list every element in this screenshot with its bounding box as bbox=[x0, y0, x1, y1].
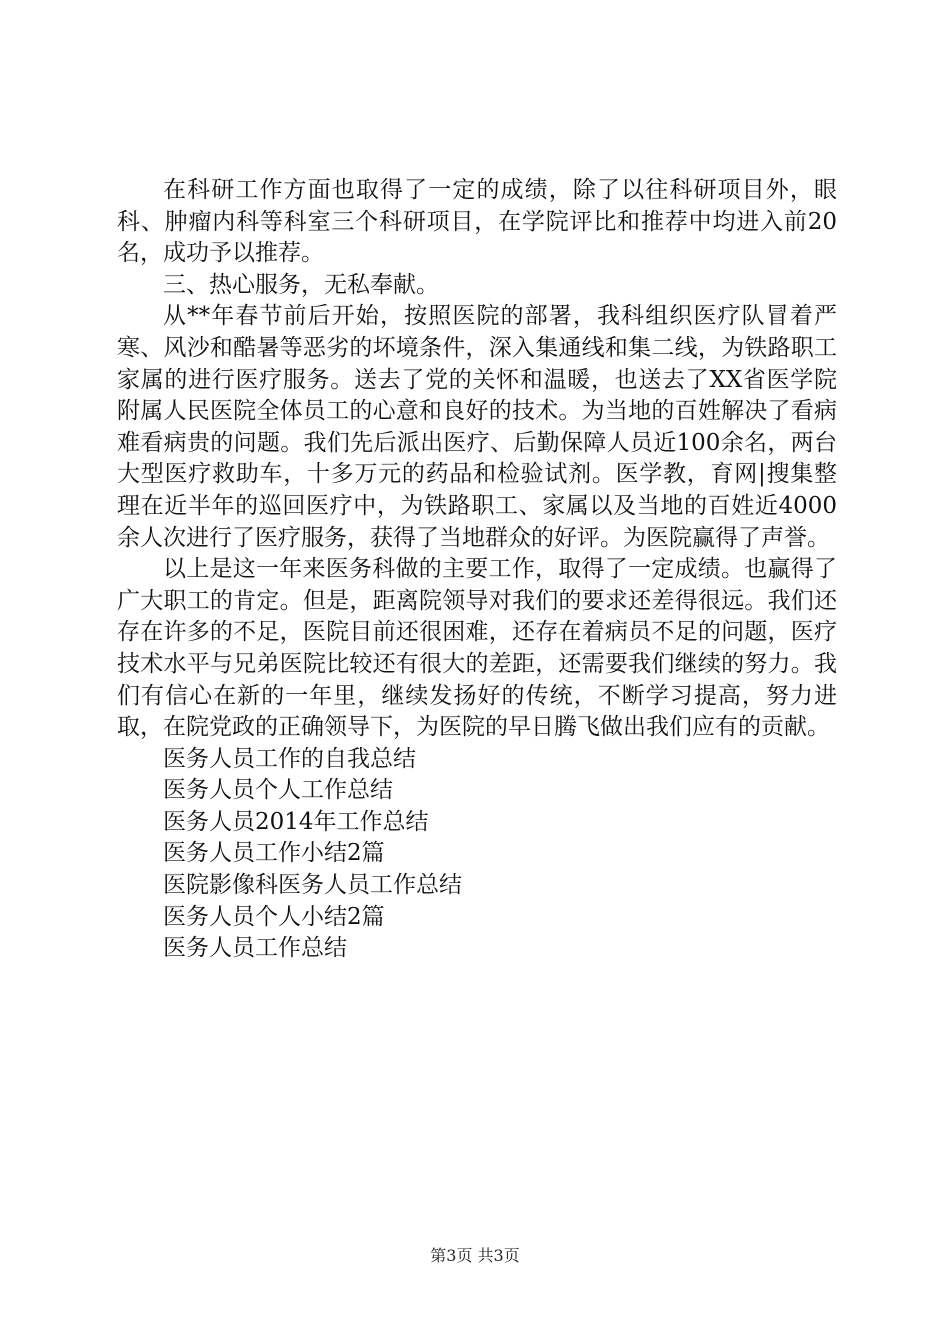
paragraph-medical-team: 从**年春节前后开始，按照医院的部署，我科组织医疗队冒着严寒、风沙和酷暑等恶劣的坏境条件，深入集通线和集二线，为铁路职工家属的进行医疗服务。送去了党的关怀和温暖，也送去了XX省医学院附属人民医院全体员工的心意和良好的技术。为当地的百姓解决了看病难看病贵的问题。我们先后派出医疗、后勤保障人员近100余名，两台大型医疗救助车，十多万元的药品和检验试剂。医学教，育网|搜集整理在近半年的巡回医疗中，为铁路职工、家属以及当地的百姓近4000余人次进行了医疗服务，获得了当地群众的好评。为医院赢得了声誉。 bbox=[117, 303, 837, 551]
related-title-item[interactable]: 医务人员工作总结 bbox=[163, 935, 347, 962]
related-titles-list bbox=[117, 744, 837, 965]
document-body bbox=[117, 175, 837, 965]
related-title-item[interactable]: 医务人员工作小结2篇 bbox=[163, 840, 385, 867]
related-title-item[interactable]: 医务人员个人工作总结 bbox=[163, 777, 393, 804]
related-title-item[interactable]: 医务人员2014年工作总结 bbox=[163, 808, 429, 835]
related-title-item[interactable]: 医务人员工作的自我总结 bbox=[163, 745, 416, 772]
paragraph-research: 在科研工作方面也取得了一定的成绩，除了以往科研项目外，眼科、肿瘤内科等科室三个科研项目，在学院评比和推荐中均进入前20名，成功予以推荐。 bbox=[117, 177, 837, 267]
page-number-footer: 第3页 共3页 bbox=[430, 1246, 520, 1265]
paragraph-summary: 以上是这一年来医务科做的主要工作，取得了一定成绩。也赢得了广大职工的肯定。但是，距离院领导对我们的要求还差得很远。我们还存在许多的不足，医院目前还很困难，还存在着病员不足的问题，医疗技术水平与兄弟医院比较还有很大的差距，还需要我们继续的努力。我们有信心在新的一年里，继续发扬好的传统，不断学习提高，努力进取，在院党政的正确领导下，为医院的早日腾飞做出我们应有的贡献。 bbox=[117, 556, 837, 741]
related-title-item[interactable]: 医院影像科医务人员工作总结 bbox=[163, 872, 462, 899]
section-heading-service: 三、热心服务，无私奉献。 bbox=[163, 271, 439, 298]
related-title-item[interactable]: 医务人员个人小结2篇 bbox=[163, 903, 385, 930]
